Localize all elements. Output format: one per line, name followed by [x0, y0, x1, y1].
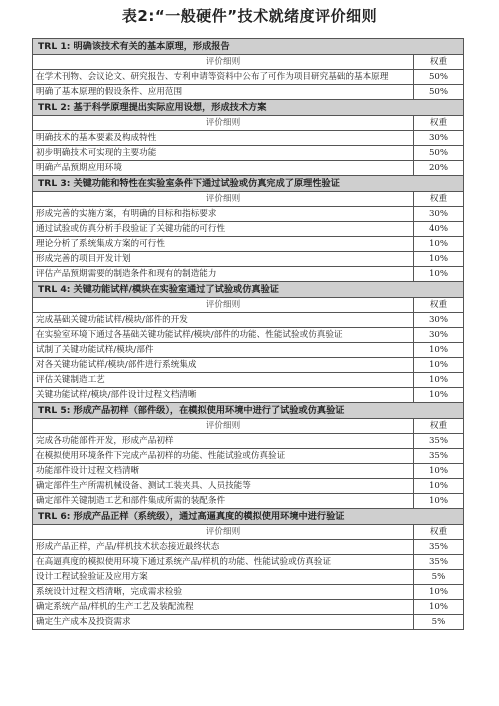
weight-cell: 30% [414, 207, 464, 222]
section-title-cell [33, 39, 464, 55]
trl-name: 关键功能试样/模块在实验室通过了试验或仿真验证 [73, 284, 279, 295]
weight-cell: 10% [414, 343, 464, 358]
table-row [33, 585, 464, 600]
section-title-cell [33, 403, 464, 419]
table-row [33, 434, 464, 449]
weight-cell: 30% [414, 313, 464, 328]
trl-level: TRL 4: [38, 284, 71, 295]
table-row [33, 313, 464, 328]
weight-cell: 30% [414, 328, 464, 343]
table-row [33, 222, 464, 237]
table-row [33, 161, 464, 176]
criteria-cell: 初步明确技术可实现的主要功能 [33, 146, 414, 161]
trl-name: 形成产品初样（部件级），在模拟使用环境中进行了试验或仿真验证 [73, 405, 345, 416]
column-header-row [33, 55, 464, 70]
evaluation-table [32, 38, 464, 630]
weight-cell: 10% [414, 252, 464, 267]
criteria-header: 评价细则 [33, 419, 414, 434]
table-row [33, 70, 464, 85]
weight-cell: 10% [414, 600, 464, 615]
criteria-cell: 明确技术的基本要素及构成特性 [33, 131, 414, 146]
trl-level: TRL 5: [38, 405, 71, 416]
criteria-cell: 功能部件设计过程文档清晰 [33, 464, 414, 479]
weight-cell: 10% [414, 373, 464, 388]
criteria-cell: 设计工程试验验证及应用方案 [33, 570, 414, 585]
weight-cell: 10% [414, 388, 464, 403]
weight-cell: 10% [414, 585, 464, 600]
criteria-cell: 形成完善的实施方案，有明确的目标和指标要求 [33, 207, 414, 222]
table-row [33, 328, 464, 343]
criteria-cell: 在学术刊物、会议论文、研究报告、专利申请等资料中公布了可作为项目研究基础的基本原理 [33, 70, 414, 85]
section-title-cell [33, 282, 464, 298]
weight-cell: 10% [414, 267, 464, 282]
weight-cell: 35% [414, 540, 464, 555]
table-row [33, 449, 464, 464]
weight-cell: 40% [414, 222, 464, 237]
section-header-row [33, 100, 464, 116]
table-row [33, 479, 464, 494]
weight-header: 权重 [414, 116, 464, 131]
table-row [33, 131, 464, 146]
criteria-cell: 试制了关键功能试样/模块/部件 [33, 343, 414, 358]
weight-cell: 10% [414, 464, 464, 479]
table-row [33, 146, 464, 161]
weight-cell: 10% [414, 358, 464, 373]
weight-cell: 10% [414, 494, 464, 509]
criteria-cell: 确定部件关键制造工艺和部件集成所需的装配条件 [33, 494, 414, 509]
table-row [33, 570, 464, 585]
criteria-header: 评价细则 [33, 116, 414, 131]
criteria-cell: 关键功能试样/模块/部件设计过程文档清晰 [33, 388, 414, 403]
table-row [33, 252, 464, 267]
table-row [33, 600, 464, 615]
section-header-row [33, 282, 464, 298]
trl-name: 明确该技术有关的基本原理，形成报告 [73, 41, 230, 52]
section-title-cell [33, 176, 464, 192]
trl-name: 基于科学原理提出实际应用设想，形成技术方案 [73, 102, 267, 113]
weight-cell: 50% [414, 70, 464, 85]
table-row [33, 540, 464, 555]
weight-cell: 30% [414, 131, 464, 146]
weight-cell: 10% [414, 237, 464, 252]
column-header-row [33, 298, 464, 313]
trl-level: TRL 2: [38, 102, 71, 113]
criteria-cell: 形成产品正样，产品/样机技术状态接近最终状态 [33, 540, 414, 555]
table-row [33, 207, 464, 222]
section-header-row [33, 176, 464, 192]
weight-cell: 20% [414, 161, 464, 176]
weight-cell: 35% [414, 434, 464, 449]
criteria-header: 评价细则 [33, 525, 414, 540]
table-row [33, 388, 464, 403]
criteria-cell: 在实验室环境下通过各基础关键功能试样/模块/部件的功能、性能试验或仿真验证 [33, 328, 414, 343]
page-title: 表2:“一般硬件”技术就绪度评价细则 [121, 7, 378, 25]
criteria-cell: 确定部件生产所需机械设备、测试工装夹具、人员技能等 [33, 479, 414, 494]
criteria-header: 评价细则 [33, 298, 414, 313]
trl-level: TRL 1: [38, 41, 71, 52]
table-row [33, 237, 464, 252]
table-row [33, 555, 464, 570]
trl-name: 关键功能和特性在实验室条件下通过试验或仿真完成了原理性验证 [73, 178, 340, 189]
weight-header: 权重 [414, 525, 464, 540]
table-row [33, 494, 464, 509]
column-header-row [33, 525, 464, 540]
weight-cell: 50% [414, 146, 464, 161]
section-header-row [33, 509, 464, 525]
criteria-cell: 明确了基本原理的假设条件、应用范围 [33, 85, 414, 100]
weight-cell: 5% [414, 570, 464, 585]
table-row [33, 267, 464, 282]
criteria-cell: 完成基础关键功能试样/模块/部件的开发 [33, 313, 414, 328]
table-row [33, 343, 464, 358]
criteria-cell: 完成各功能部件开发，形成产品初样 [33, 434, 414, 449]
section-title-cell [33, 509, 464, 525]
weight-cell: 50% [414, 85, 464, 100]
criteria-cell: 在高逼真度的模拟使用环境下通过系统产品/样机的功能、性能试验或仿真验证 [33, 555, 414, 570]
criteria-cell: 形成完善的项目开发计划 [33, 252, 414, 267]
criteria-cell: 明确产品预期应用环境 [33, 161, 414, 176]
trl-level: TRL 3: [38, 178, 71, 189]
criteria-cell: 评估产品预期需要的制造条件和现有的制造能力 [33, 267, 414, 282]
criteria-header: 评价细则 [33, 192, 414, 207]
criteria-cell: 在模拟使用环境条件下完成产品初样的功能、性能试验或仿真验证 [33, 449, 414, 464]
weight-header: 权重 [414, 419, 464, 434]
section-header-row [33, 39, 464, 55]
criteria-cell: 评估关键制造工艺 [33, 373, 414, 388]
table-row [33, 358, 464, 373]
weight-cell: 10% [414, 479, 464, 494]
criteria-cell: 确定系统产品/样机的生产工艺及装配流程 [33, 600, 414, 615]
column-header-row [33, 192, 464, 207]
weight-header: 权重 [414, 298, 464, 313]
trl-name: 形成产品正样（系统级），通过高逼真度的模拟使用环境中进行验证 [73, 511, 345, 522]
section-title-cell [33, 100, 464, 116]
weight-header: 权重 [414, 192, 464, 207]
column-header-row [33, 419, 464, 434]
criteria-cell: 系统设计过程文档清晰，完成需求检验 [33, 585, 414, 600]
table-row [33, 85, 464, 100]
criteria-cell: 确定生产成本及投资需求 [33, 615, 414, 630]
criteria-cell: 对各关键功能试样/模块/部件进行系统集成 [33, 358, 414, 373]
weight-cell: 35% [414, 555, 464, 570]
section-header-row [33, 403, 464, 419]
table-row [33, 615, 464, 630]
table-row [33, 373, 464, 388]
weight-header: 权重 [414, 55, 464, 70]
column-header-row [33, 116, 464, 131]
table-row [33, 464, 464, 479]
trl-level: TRL 6: [38, 511, 71, 522]
criteria-cell: 通过试验或仿真分析手段验证了关键功能的可行性 [33, 222, 414, 237]
criteria-cell: 理论分析了系统集成方案的可行性 [33, 237, 414, 252]
weight-cell: 5% [414, 615, 464, 630]
criteria-header: 评价细则 [33, 55, 414, 70]
weight-cell: 35% [414, 449, 464, 464]
